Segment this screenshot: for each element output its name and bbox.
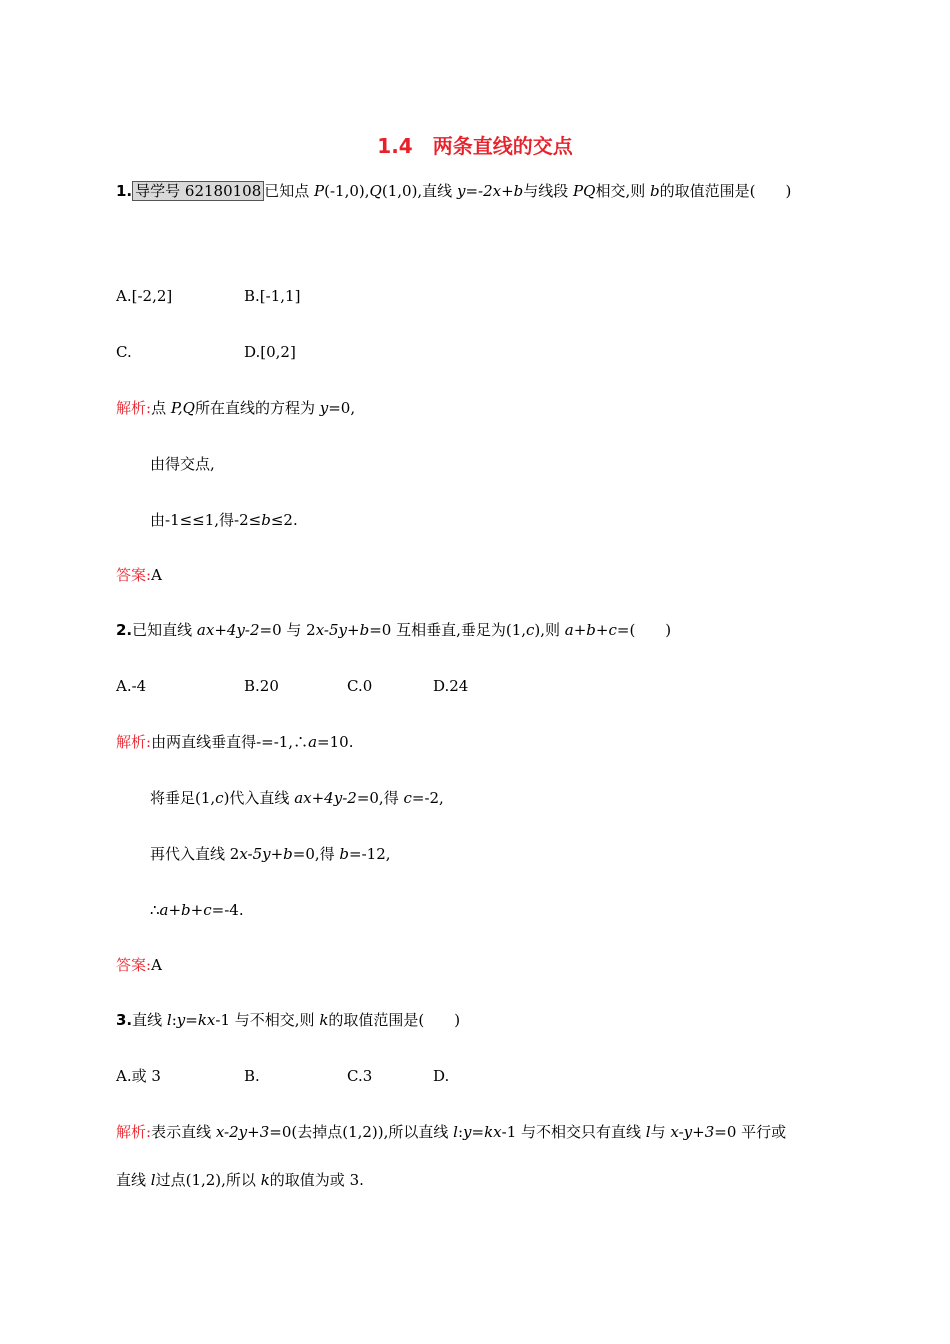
question-2-number: 2.	[116, 621, 133, 639]
answer-label: 答案:	[116, 566, 152, 584]
var: l	[150, 1171, 156, 1189]
var: P	[314, 182, 325, 200]
var: l	[645, 1123, 651, 1141]
question-3-analysis-2	[116, 1170, 364, 1190]
text: =0 平行或	[714, 1123, 787, 1141]
text: 相交,则	[595, 182, 650, 200]
option-d[interactable]: D.[0,2]	[244, 343, 296, 361]
var: b	[261, 511, 271, 529]
option-b[interactable]: B.20	[244, 677, 279, 695]
question-2-analysis-2	[150, 788, 444, 808]
question-1-options-row-1	[116, 286, 300, 306]
text: =-4.	[211, 901, 244, 919]
text: =-2,	[411, 789, 444, 807]
question-1-analysis-1	[116, 398, 355, 418]
option-a[interactable]: A.[-2,2]	[116, 287, 173, 305]
text: =0 与 2	[259, 621, 316, 639]
text: (-1,0),	[324, 182, 370, 200]
text: -1 与不相交只有直线	[501, 1123, 646, 1141]
question-2-analysis-1	[116, 732, 353, 752]
question-2-answer	[116, 955, 162, 975]
question-1-stem	[116, 181, 791, 201]
text: 过点(1,2),所以	[155, 1171, 261, 1189]
equation: y=-2x+b	[456, 182, 524, 200]
text: =0,得	[292, 845, 340, 863]
text: 直线	[132, 1011, 167, 1029]
var: y	[319, 399, 329, 417]
var: Q	[369, 182, 382, 200]
var: k	[260, 1171, 270, 1189]
text: =10.	[317, 733, 354, 751]
option-a[interactable]: A.或 3	[116, 1067, 161, 1085]
text: 由两直线垂直得-=-1,∴	[151, 733, 309, 751]
page-title: 1.4 两条直线的交点	[377, 134, 573, 158]
text: ≤2.	[270, 511, 298, 529]
question-2-stem	[116, 620, 671, 640]
text: 与	[650, 1123, 671, 1141]
var: PQ	[573, 182, 596, 200]
text: :	[171, 1011, 177, 1029]
text: :	[457, 1123, 464, 1141]
text: =0 互相垂直,垂足为(1,	[369, 621, 526, 639]
text: 由-1≤≤1,得-2≤	[150, 511, 262, 529]
equation: ax+4y-2	[196, 621, 260, 639]
question-3-stem	[116, 1010, 460, 1030]
option-b[interactable]: B.	[244, 1067, 260, 1085]
text: 点	[151, 399, 171, 417]
var: k	[319, 1011, 329, 1029]
question-3-analysis-1	[116, 1122, 786, 1142]
text: =-12,	[349, 845, 391, 863]
option-d[interactable]: D.24	[433, 677, 469, 695]
var: P,Q	[170, 399, 195, 417]
text: =0,	[328, 399, 356, 417]
analysis-label: 解析:	[116, 399, 152, 417]
question-3-number: 3.	[116, 1011, 133, 1029]
question-1-options-row-2	[116, 342, 296, 362]
option-c[interactable]: C.	[116, 343, 132, 361]
question-1-analysis-2: 由得交点,	[150, 455, 215, 473]
equation: a+b+c	[159, 901, 212, 919]
text: 的取值范围是( )	[659, 182, 792, 200]
text: 直线	[116, 1171, 151, 1189]
var: b	[339, 845, 350, 863]
var: l	[166, 1011, 172, 1029]
var: c	[526, 621, 535, 639]
equation: x-5y+b	[315, 621, 370, 639]
var: c	[215, 789, 224, 807]
text: ∴	[150, 901, 160, 919]
text: =0(去掉点(1,2)),所以直线	[269, 1123, 454, 1141]
question-2-options	[116, 676, 468, 696]
equation: ax+4y-2	[294, 789, 357, 807]
equation: x-5y+b	[239, 845, 293, 863]
text: 将垂足(1,	[150, 789, 216, 807]
text: 的取值为或 3.	[269, 1171, 364, 1189]
option-b[interactable]: B.[-1,1]	[244, 287, 301, 305]
var: b	[649, 182, 660, 200]
question-3-options	[116, 1066, 449, 1086]
text: 的取值范围是( )	[328, 1011, 461, 1029]
equation: y=kx	[463, 1123, 502, 1141]
text: 所在直线的方程为	[194, 399, 320, 417]
text: )代入直线	[223, 789, 295, 807]
question-1-analysis-3	[150, 510, 298, 530]
var: l	[453, 1123, 458, 1141]
text: =0,得	[356, 789, 404, 807]
equation: a+b+c	[564, 621, 617, 639]
text: 已知点	[264, 182, 315, 200]
text: 再代入直线 2	[150, 845, 240, 863]
answer-value: A	[151, 956, 162, 974]
answer-label: 答案:	[116, 956, 152, 974]
text: (1,0),直线	[381, 182, 457, 200]
text: ),则	[534, 621, 565, 639]
var: c	[403, 789, 412, 807]
question-2-analysis-3	[150, 844, 391, 864]
option-c[interactable]: C.3	[347, 1067, 373, 1085]
option-d[interactable]: D.	[433, 1067, 450, 1085]
text: 与线段	[523, 182, 574, 200]
text: -1 与不相交,则	[215, 1011, 320, 1029]
option-a[interactable]: A.-4	[116, 677, 147, 695]
question-2-analysis-4	[150, 900, 244, 920]
question-id-tag[interactable]: 导学号 62180108	[132, 181, 264, 201]
question-1-number: 1.	[116, 182, 133, 200]
equation: x-y+3	[670, 1123, 715, 1141]
analysis-label: 解析:	[116, 733, 152, 751]
equation: x-2y+3	[215, 1123, 270, 1141]
text: 表示直线	[151, 1123, 216, 1141]
var: a	[308, 733, 318, 751]
question-1-answer	[116, 565, 162, 585]
text: 已知直线	[132, 621, 197, 639]
option-c[interactable]: C.0	[347, 677, 373, 695]
answer-value: A	[151, 566, 162, 584]
equation: y=kx	[176, 1011, 216, 1029]
text: =( )	[616, 621, 672, 639]
analysis-label: 解析:	[116, 1123, 152, 1141]
